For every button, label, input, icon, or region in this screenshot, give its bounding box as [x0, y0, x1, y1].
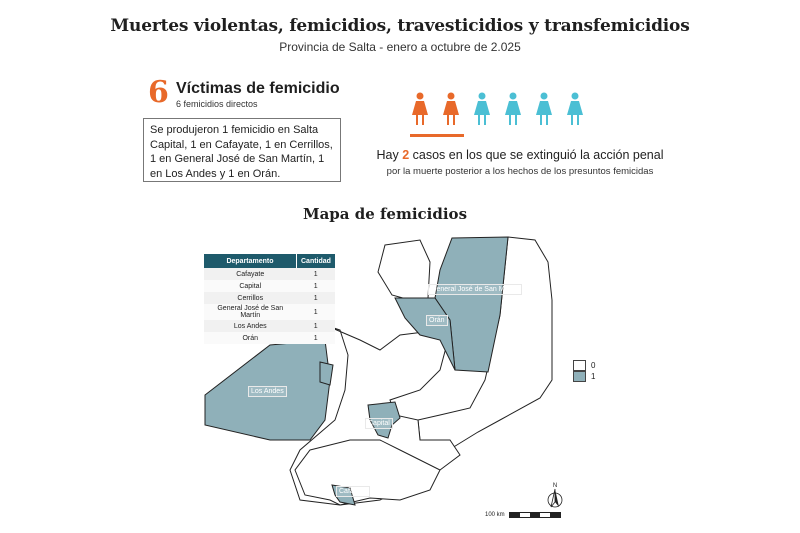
- cell-count: 1: [297, 304, 335, 320]
- table-row: [204, 320, 335, 332]
- woman-icon: [565, 92, 585, 126]
- cell-department: Cafayate: [204, 268, 297, 280]
- table-row: [204, 268, 335, 280]
- highlight-underline: [410, 134, 464, 137]
- woman-icon: [472, 92, 492, 126]
- victims-subtitle: 6 femicidios directos: [176, 99, 258, 109]
- map-label-cafayate: Cafayate: [336, 486, 370, 497]
- region-la-poma: [320, 362, 333, 385]
- map-title: Mapa de femicidios: [302, 205, 468, 223]
- table-row: [204, 332, 335, 344]
- legend-label: 1: [591, 372, 596, 381]
- cell-department: Orán: [204, 332, 297, 344]
- department-table: [204, 254, 335, 344]
- cell-count: 1: [297, 280, 335, 292]
- victims-count: 6: [148, 75, 169, 110]
- victims-title: Víctimas de femicidio: [176, 80, 340, 97]
- north-arrow-icon: [545, 480, 565, 510]
- legend-swatch: [573, 360, 586, 371]
- cell-department: Cerrillos: [204, 292, 297, 304]
- woman-icon: [410, 92, 430, 126]
- cases-prefix: Hay: [376, 148, 403, 162]
- page-subtitle: Provincia de Salta - enero a octubre de 2.025: [279, 40, 521, 54]
- woman-icon: [503, 92, 523, 126]
- cases-number: 2: [402, 148, 410, 162]
- pictogram-row: [410, 92, 585, 126]
- victims-description: Se produjeron 1 femicidio en Salta Capital, 1 en Cafayate, 1 en Cerrillos, 1 en General José de San Martín, 1 en Los Andes y 1 en Orán.: [143, 118, 341, 182]
- map-label-los-andes: Los Andes: [248, 386, 287, 397]
- legend-item: [573, 360, 595, 371]
- table-row: [204, 292, 335, 304]
- cell-department: General José de San Martín: [204, 304, 297, 320]
- scale-label: 100 km: [485, 512, 505, 518]
- table-row: [204, 280, 335, 292]
- cell-count: 1: [297, 332, 335, 344]
- legend-item: [573, 371, 595, 382]
- legend-swatch: [573, 371, 586, 382]
- table-header-department: Departamento: [204, 254, 297, 268]
- map-label-oran: Orán: [426, 315, 448, 326]
- page-title: Muertes violentas, femicidios, travesticidios y transfemicidios: [110, 16, 690, 36]
- cell-department: Capital: [204, 280, 297, 292]
- cell-count: 1: [297, 320, 335, 332]
- cell-count: 1: [297, 268, 335, 280]
- cases-subtext: por la muerte posterior a los hechos de los presuntos femicidas: [386, 166, 654, 177]
- cases-text: [370, 148, 670, 162]
- map-label-capital: Capital: [365, 418, 393, 429]
- region-santa-victoria: [378, 240, 430, 300]
- map-label-san-martin: General José de San Martín: [428, 284, 522, 295]
- cell-count: 1: [297, 292, 335, 304]
- table-row: [204, 304, 335, 320]
- woman-icon: [441, 92, 461, 126]
- legend-label: 0: [591, 361, 596, 370]
- cases-suffix: casos en los que se extinguió la acción penal: [409, 148, 664, 162]
- table-header-count: Cantidad: [297, 254, 335, 268]
- svg-text:N: N: [552, 483, 558, 489]
- map-legend: [573, 360, 595, 382]
- woman-icon: [534, 92, 554, 126]
- scale-bar: [485, 512, 561, 518]
- scale-bar-graphic: [509, 512, 561, 518]
- cell-department: Los Andes: [204, 320, 297, 332]
